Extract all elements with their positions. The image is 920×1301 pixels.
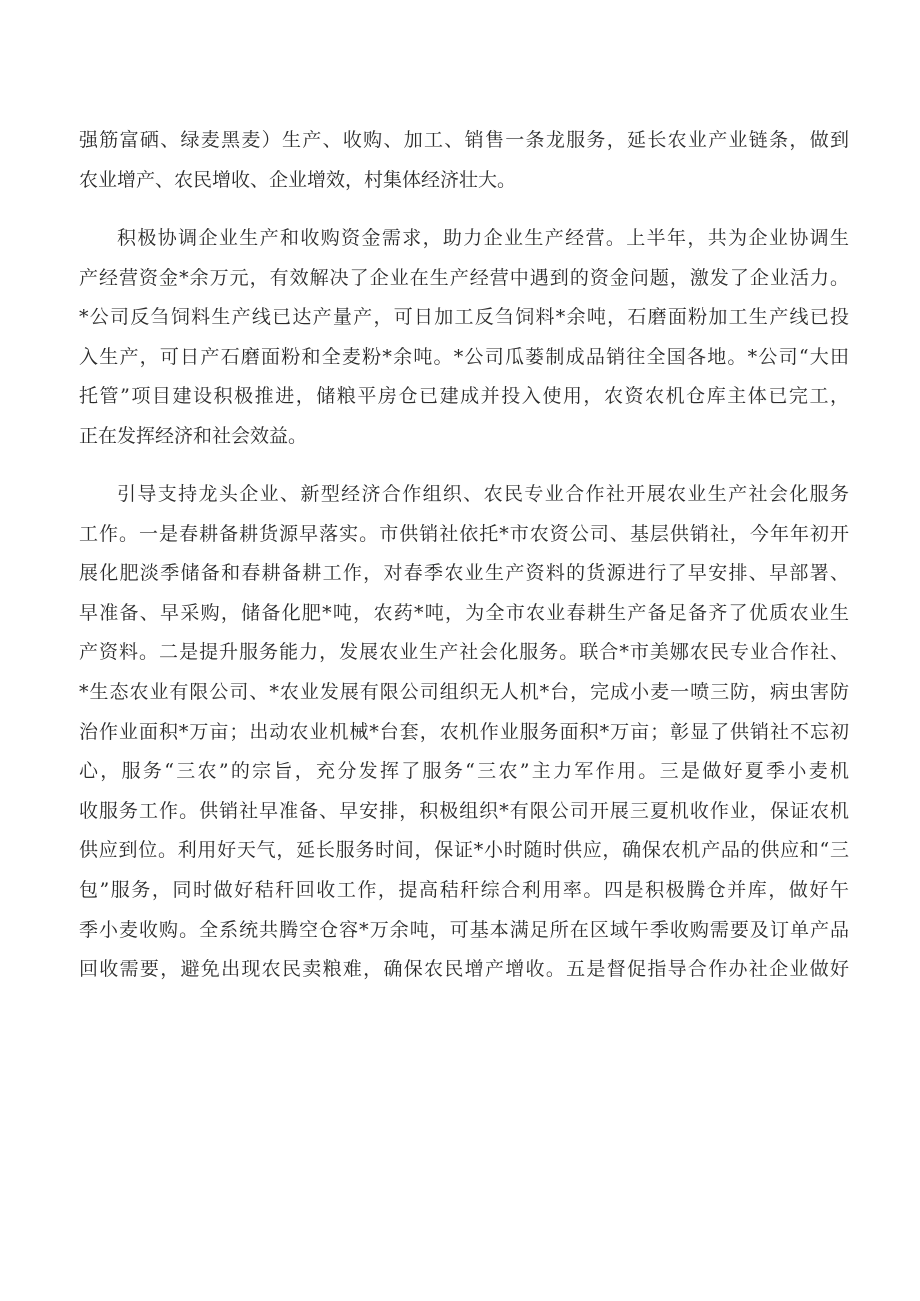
- paragraph-line: 展化肥淡季储备和春耕备耕工作，对春季农业生产资料的货源进行了早安排、早部署、: [79, 562, 849, 585]
- paragraph-3: [79, 475, 849, 990]
- paragraph-1: [79, 121, 849, 200]
- paragraph-line: 工作。一是春耕备耕货源早落实。市供销社依托*市农资公司、基层供销社，今年年初开: [79, 522, 849, 545]
- paragraph-line: 回收需要，避免出现农民卖粮难，确保农民增产增收。五是督促指导合作办社企业做好: [79, 958, 849, 981]
- paragraph-line: 入生产，可日产石磨面粉和全麦粉*余吨。*公司瓜蒌制成品销往全国各地。*公司“大田: [79, 345, 849, 368]
- paragraph-line: 早准备、早采购，储备化肥*吨，农药*吨，为全市农业春耕生产备足备齐了优质农业生: [79, 601, 849, 624]
- paragraph-line: 包”服务，同时做好秸秆回收工作，提高秸秆综合利用率。四是积极腾仓并库，做好午: [79, 878, 849, 901]
- paragraph-line: 产经营资金*余万元，有效解决了企业在生产经营中遇到的资金问题，激发了企业活力。: [79, 266, 849, 289]
- paragraph-line: 托管”项目建设积极推进，储粮平房仓已建成并投入使用，农资农机仓库主体已完工，: [79, 385, 849, 408]
- paragraph-line: 强筋富硒、绿麦黑麦）生产、收购、加工、销售一条龙服务，延长农业产业链条，做到: [79, 129, 849, 151]
- paragraph-line: 农业增产、农民增收、企业增效，村集体经济壮大。: [79, 168, 517, 191]
- paragraph-line: 心，服务“三农”的宗旨，充分发挥了服务“三农”主力军作用。三是做好夏季小麦机: [79, 760, 849, 783]
- paragraph-line: 收服务工作。供销社早准备、早安排，积极组织*有限公司开展三夏机收作业，保证农机: [79, 799, 849, 822]
- paragraph-line: 季小麦收购。全系统共腾空仓容*万余吨，可基本满足所在区域午季收购需要及订单产品: [79, 918, 849, 941]
- paragraph-line: 引导支持龙头企业、新型经济合作组织、农民专业合作社开展农业生产社会化服务: [117, 483, 849, 505]
- paragraph-line: 供应到位。利用好天气，延长服务时间，保证*小时随时供应，确保农机产品的供应和“三: [79, 839, 849, 862]
- paragraph-line: 治作业面积*万亩；出动农业机械*台套，农机作业服务面积*万亩；彰显了供销社不忘初: [79, 720, 849, 743]
- paragraph-line: 积极协调企业生产和收购资金需求，助力企业生产经营。上半年，共为企业协调生: [117, 227, 849, 249]
- paragraph-line: *公司反刍饲料生产线已达产量产，可日加工反刍饲料*余吨，石磨面粉加工生产线已投: [79, 306, 849, 329]
- paragraph-line: *生态农业有限公司、*农业发展有限公司组织无人机*台，完成小麦一喷三防，病虫害防: [79, 680, 849, 703]
- paragraph-line: 产资料。二是提升服务能力，发展农业生产社会化服务。联合*市美娜农民专业合作社、: [79, 641, 849, 664]
- paragraph-line: 正在发挥经济和社会效益。: [79, 424, 308, 447]
- paragraph-2: [79, 219, 849, 457]
